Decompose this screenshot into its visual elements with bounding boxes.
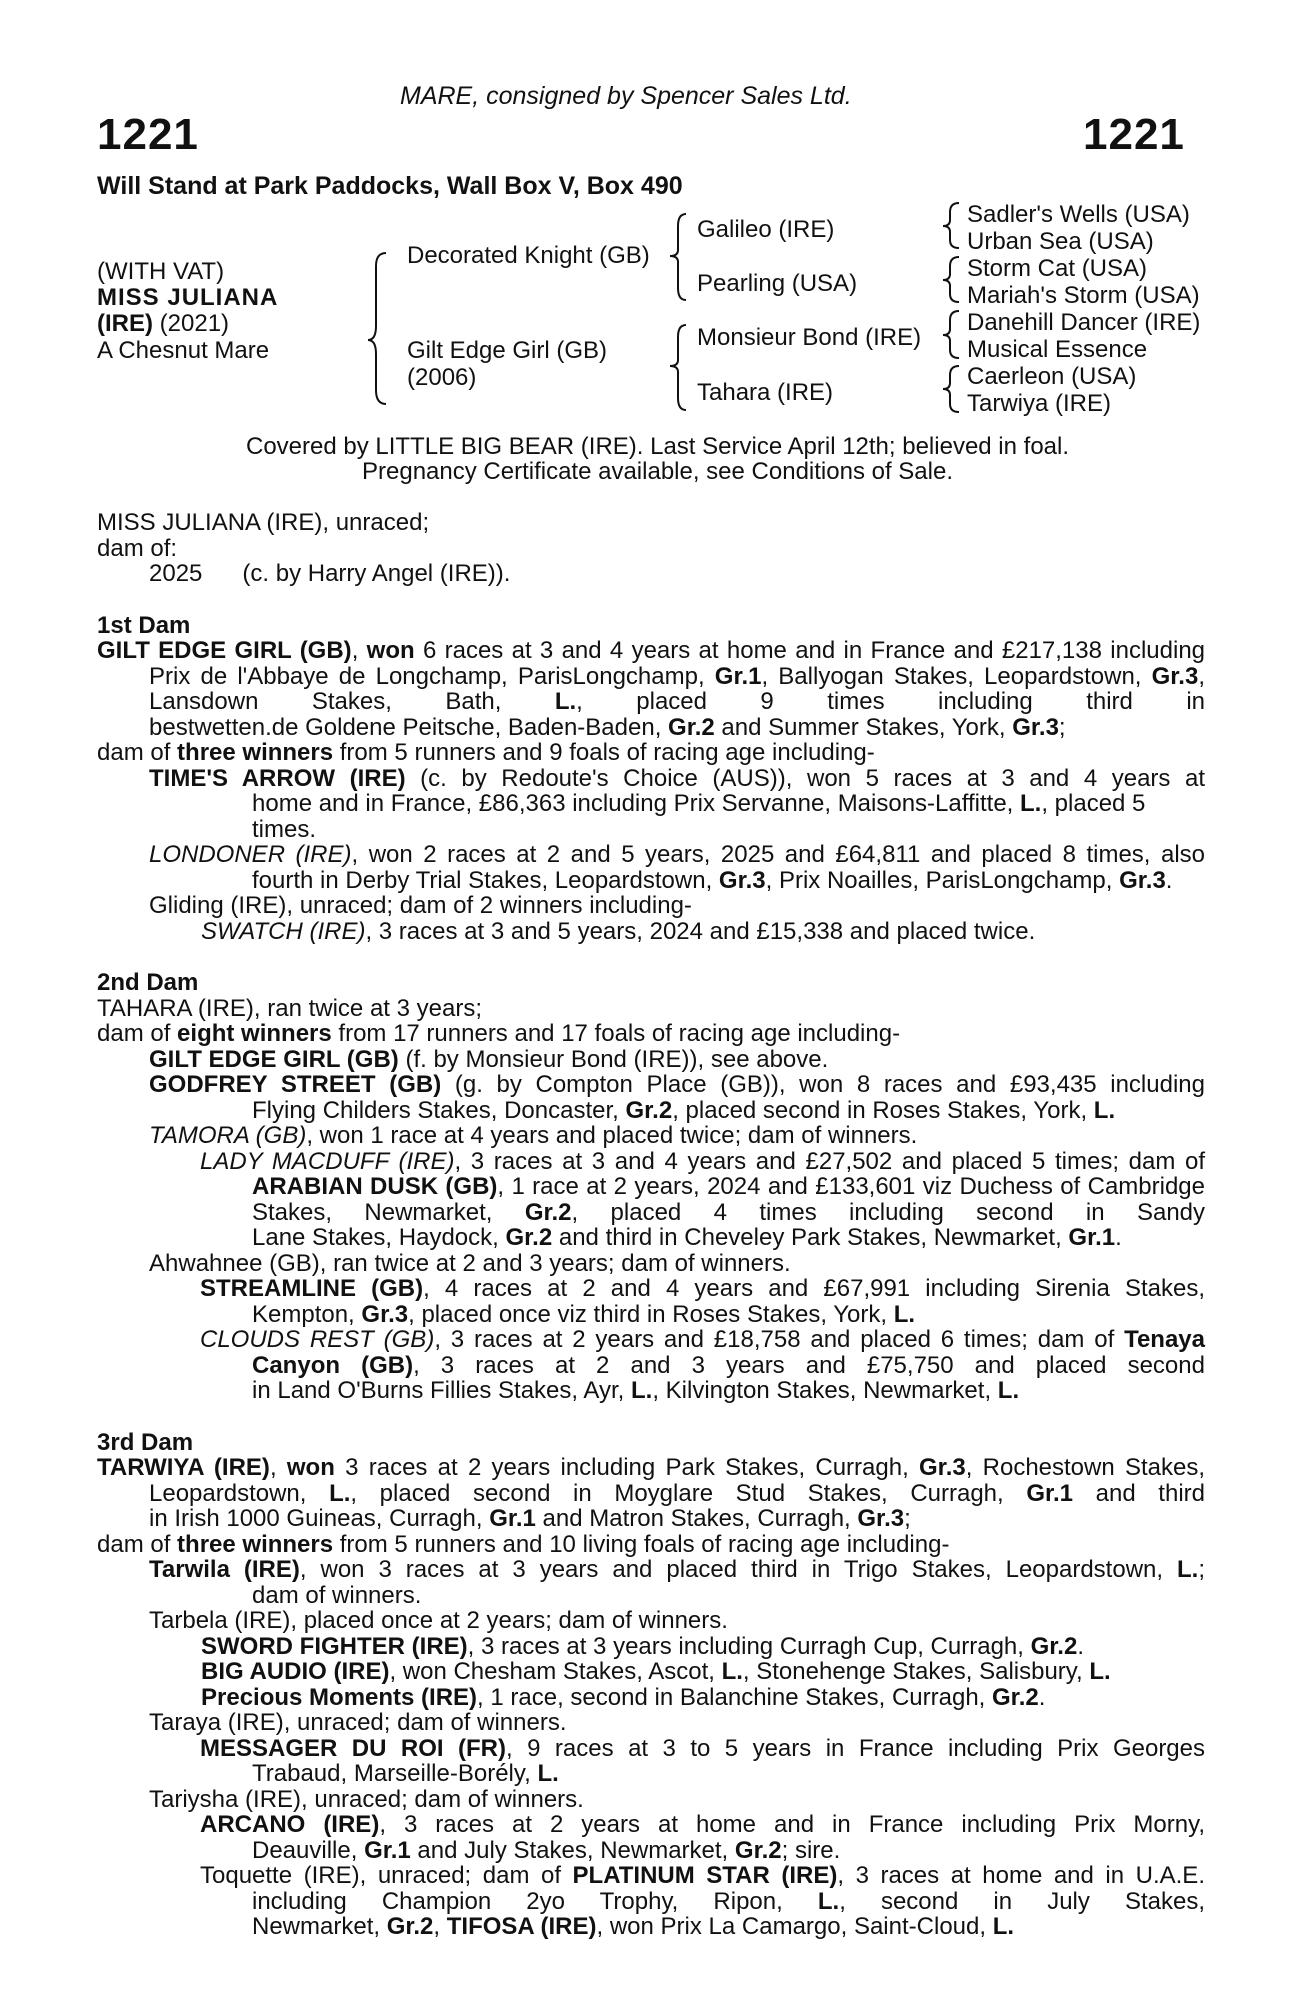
third-dam-grandfoal-toquette: Toquette (IRE), unraced; dam of PLATINUM STAR (IRE), 3 races at home and in U.A.E. including Champion 2yo Trophy, Ripon, L., second in July Stakes, — [200, 1862, 1205, 1915]
first-dam-foal-times-arrow-end: home and in France, £86,363 including Prix Servanne, Maisons-Laffitte, L., placed 5 times. — [252, 790, 1146, 843]
first-dam-foal-londoner: LONDONER (IRE), won 2 races at 2 and 5 years, 2025 and £64,811 and placed 8 times, also — [149, 841, 1205, 868]
produce-intro: MISS JULIANA (IRE), unraced; — [97, 509, 430, 536]
third-dam-grandfoal-messager: MESSAGER DU ROI (FR), 9 races at 3 to 5 years in France including Prix Georges — [200, 1734, 1206, 1762]
pedigree-sire-sire: Galileo (IRE) — [697, 216, 835, 243]
covering-note: Covered by LITTLE BIG BEAR (IRE). Last Service April 12th; believed in foal. — [245, 433, 1070, 460]
first-dam-grandfoal-swatch: SWATCH (IRE), 3 races at 3 and 5 years, 2024 and £15,338 and placed twice. — [201, 917, 1036, 945]
third-dam-grandfoal-toquette-end: Newmarket, Gr.2, TIFOSA (IRE), won Prix La Camargo, Saint-Cloud, L. — [252, 1913, 1015, 1940]
third-dam-foal-tarwila: Tarwila (IRE), won 3 races at 3 years and placed third in Trigo Stakes, Leopardstown, L.; — [149, 1556, 1206, 1583]
bracket-sire-line — [670, 214, 686, 300]
pedigree-dam-sire: Monsieur Bond (IRE) — [697, 324, 922, 351]
pedigree-gen3-6: Musical Essence — [967, 336, 1148, 363]
pedigree-gen3-5: Danehill Dancer (IRE) — [967, 309, 1201, 336]
first-dam-record-end: bestwetten.de Goldene Peitsche, Baden-Baden, Gr.2 and Summer Stakes, York, Gr.3; — [149, 713, 1066, 741]
third-dam-grandfoal-sword-fighter: SWORD FIGHTER (IRE), 3 races at 3 years including Curragh Cup, Curragh, Gr.2. — [201, 1632, 1084, 1660]
pedigree-dam: Gilt Edge Girl (GB) — [407, 337, 608, 364]
catalogue-body — [97, 510, 1205, 1940]
third-dam-record-end: in Irish 1000 Guineas, Curragh, Gr.1 and Matron Stakes, Curragh, Gr.3; — [149, 1505, 911, 1532]
horse-country: (IRE) — [97, 310, 153, 337]
third-dam-foal-tarbela: Tarbela (IRE), placed once at 2 years; dam of winners. — [149, 1607, 728, 1634]
bracket-galileo — [943, 203, 959, 248]
bracket-dam-line — [670, 325, 686, 410]
pedigree-gen3-8: Tarwiya (IRE) — [967, 390, 1112, 417]
first-dam-produce-summary: dam of three winners from 5 runners and 9 foals of racing age including- — [97, 739, 875, 766]
pedigree-dam-year: (2006) — [407, 364, 477, 391]
bracket-generation-1 — [368, 253, 386, 404]
second-dam-produce-summary: dam of eight winners from 17 runners and 17 foals of racing age including- — [97, 1020, 901, 1047]
second-dam-grandfoal-lady-macduff: LADY MACDUFF (IRE), 3 races at 3 and 4 years and £27,502 and placed 5 times; dam of ARABIAN DUSK (GB), 1 race at 2 years, 2024 and £133,601 viz Duchess of Cambridge Stakes, Newmarket, Gr.2, placed 4 times including second in Sandy — [200, 1147, 1206, 1226]
first-dam-heading: 1st Dam — [97, 611, 191, 639]
second-dam-record: TAHARA (IRE), ran twice at 3 years; — [97, 994, 482, 1022]
bracket-tahara — [943, 366, 959, 412]
horse-name: MISS JULIANA — [97, 284, 279, 311]
second-dam-heading: 2nd Dam — [97, 969, 199, 996]
third-dam-grandfoal-big-audio: BIG AUDIO (IRE), won Chesham Stakes, Ascot, L., Stonehenge Stakes, Salisbury, L. — [201, 1658, 1111, 1685]
third-dam-record: TARWIYA (IRE), won 3 races at 2 years including Park Stakes, Curragh, Gr.3, Rochestown Stakes, Leopardstown, L., placed second in Moyglare Stud Stakes, Curragh, Gr.1 and third — [97, 1454, 1206, 1507]
pregnancy-note: Pregnancy Certificate available, see Conditions of Sale. — [362, 458, 953, 485]
pedigree-gen3-4: Mariah's Storm (USA) — [967, 282, 1200, 309]
third-dam-grandfoal-arcano: ARCANO (IRE), 3 races at 2 years at home and in France including Prix Morny, — [200, 1811, 1205, 1838]
lot-number-left: 1221 — [97, 110, 199, 159]
first-dam-record: GILT EDGE GIRL (GB), won 6 races at 3 and 4 years at home and in France and £217,138 including Prix de l'Abbaye de Longchamp, ParisLongchamp, Gr.1, Ballyogan Stakes, Leopardstown, Gr.3, Lansdown Stakes, Bath, L., placed 9 times including third in — [97, 637, 1206, 715]
third-dam-grandfoal-precious-moments: Precious Moments (IRE), 1 race, second in Balanchine Stakes, Curragh, Gr.2. — [201, 1683, 1046, 1711]
pedigree-sire: Decorated Knight (GB) — [407, 242, 650, 269]
second-dam-grandfoal-lady-macduff-end: Lane Stakes, Haydock, Gr.2 and third in Cheveley Park Stakes, Newmarket, Gr.1. — [252, 1224, 1122, 1251]
second-dam-grandfoal-clouds-rest: CLOUDS REST (GB), 3 races at 2 years and £18,758 and placed 6 times; dam of Tenaya Canyon (GB), 3 races at 2 and 3 years and £75,750 and placed second — [200, 1326, 1205, 1379]
horse-description: A Chesnut Mare — [97, 337, 270, 364]
produce-foal: (c. by Harry Angel (IRE)). — [242, 560, 511, 587]
second-dam-grandfoal-streamline: STREAMLINE (GB), 4 races at 2 and 4 years and £67,991 including Sirenia Stakes, — [200, 1275, 1205, 1302]
consignment-line: MARE, consigned by Spencer Sales Ltd. — [400, 82, 852, 110]
first-dam-foal-gliding: Gliding (IRE), unraced; dam of 2 winners including- — [149, 892, 692, 919]
second-dam-grandfoal-clouds-rest-end: in Land O'Burns Fillies Stakes, Ayr, L., Kilvington Stakes, Newmarket, L. — [252, 1377, 1020, 1404]
produce-record — [97, 561, 1205, 587]
third-dam-produce-summary: dam of three winners from 5 runners and 10 living foals of racing age including- — [97, 1530, 950, 1558]
pedigree-gen3-7: Caerleon (USA) — [967, 363, 1137, 390]
pedigree-dam-dam: Tahara (IRE) — [697, 379, 834, 406]
third-dam-foal-taraya: Taraya (IRE), unraced; dam of winners. — [149, 1709, 567, 1736]
third-dam-foal-tariysha: Tariysha (IRE), unraced; dam of winners. — [149, 1785, 584, 1813]
second-dam-grandfoal-streamline-end: Kempton, Gr.3, placed once viz third in Roses Stakes, York, L. — [252, 1300, 916, 1328]
stand-location: Will Stand at Park Paddocks, Wall Box V, Box 490 — [97, 172, 683, 200]
third-dam-grandfoal-arcano-end: Deauville, Gr.1 and July Stakes, Newmarket, Gr.2; sire. — [252, 1836, 841, 1864]
second-dam-foal-tamora: TAMORA (GB), won 1 race at 4 years and placed twice; dam of winners. — [149, 1122, 918, 1149]
second-dam-foal-godfrey-street: GODFREY STREET (GB) (g. by Compton Place (GB)), won 8 races and £93,435 including — [149, 1071, 1205, 1098]
bracket-pearling — [943, 257, 959, 302]
bracket-monsieur-bond — [943, 311, 959, 358]
pedigree-gen3-3: Storm Cat (USA) — [967, 255, 1148, 282]
produce-year: 2025 — [149, 560, 203, 587]
pedigree-gen3-1: Sadler's Wells (USA) — [967, 201, 1190, 228]
first-dam-foal-times-arrow: TIME'S ARROW (IRE) (c. by Redoute's Choice (AUS)), won 5 races at 3 and 4 years at — [149, 764, 1206, 792]
third-dam-heading: 3rd Dam — [97, 1428, 194, 1456]
horse-year: (2021) — [159, 310, 230, 337]
produce-dam-of: dam of: — [97, 534, 178, 562]
pedigree-gen3-2: Urban Sea (USA) — [967, 228, 1154, 255]
third-dam-grandfoal-messager-end: Trabaud, Marseille-Borély, L. — [252, 1760, 559, 1787]
third-dam-foal-tarwila-end: dam of winners. — [252, 1581, 422, 1609]
second-dam-foal-godfrey-street-end: Flying Childers Stakes, Doncaster, Gr.2, placed second in Roses Stakes, York, L. — [252, 1096, 1116, 1124]
second-dam-foal-ahwahnee: Ahwahnee (GB), ran twice at 2 and 3 years; dam of winners. — [149, 1249, 791, 1277]
pedigree-sire-dam: Pearling (USA) — [697, 270, 858, 297]
second-dam-foal-gilt-edge-girl: GILT EDGE GIRL (GB) (f. by Monsieur Bond (IRE)), see above. — [149, 1045, 829, 1073]
lot-number-right: 1221 — [1083, 110, 1185, 159]
vat-note: (WITH VAT) — [97, 258, 225, 285]
first-dam-foal-londoner-end: fourth in Derby Trial Stakes, Leopardstown, Gr.3, Prix Noailles, ParisLongchamp, Gr.3. — [252, 866, 1173, 894]
